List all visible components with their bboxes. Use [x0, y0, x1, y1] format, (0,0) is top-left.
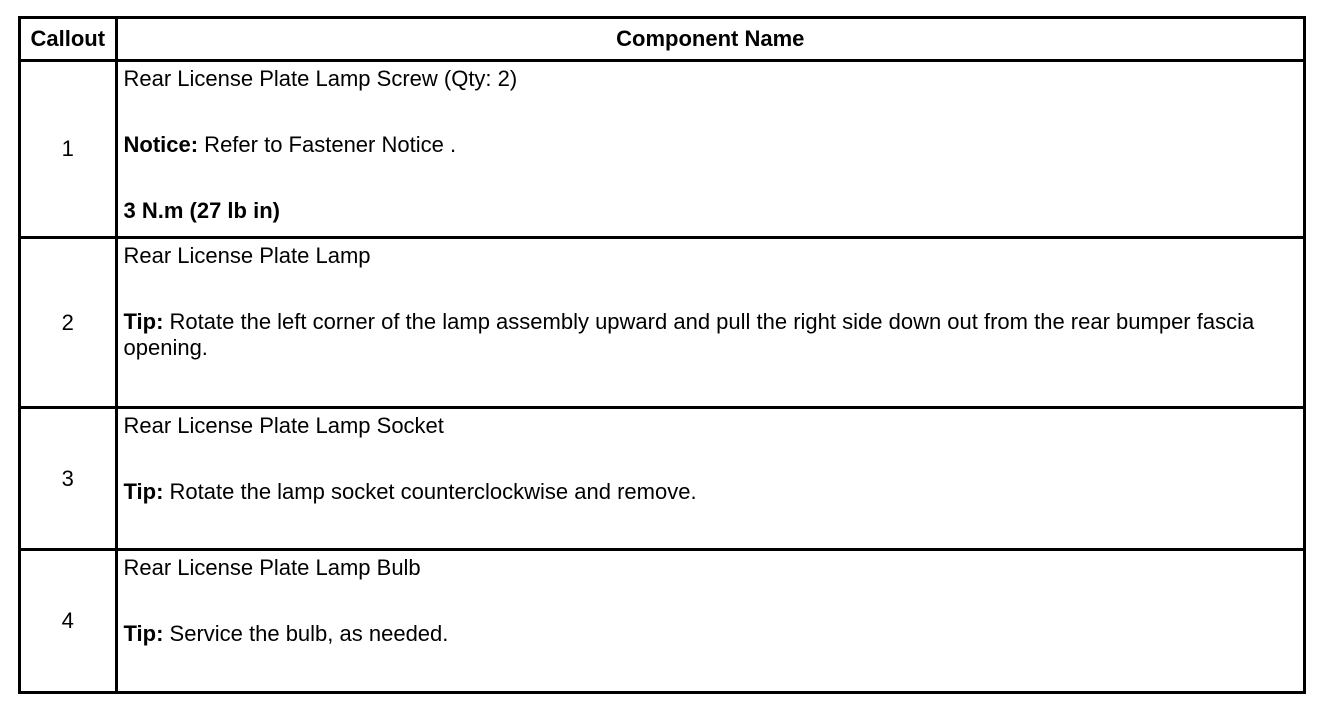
tip-label: Tip: [123, 309, 164, 334]
component-name: Rear License Plate Lamp Socket [123, 413, 444, 438]
tip-label: Tip: [123, 621, 164, 646]
tip-line [124, 309, 1298, 361]
callout-number: 4 [21, 550, 116, 692]
component-cell [116, 61, 1303, 238]
torque-spec: 3 N.m (27 lb in) [123, 198, 280, 223]
header-component-name: Component Name [116, 19, 1303, 61]
component-cell [116, 238, 1303, 408]
tip-line [124, 479, 1298, 505]
callout-number: 2 [21, 238, 116, 408]
component-name: Rear License Plate Lamp [123, 243, 371, 268]
tip-line [124, 621, 1298, 647]
tip-text: Rotate the left corner of the lamp assembly upward and pull the right side down out from the rear bumper fascia opening. [123, 309, 1255, 360]
table-row [21, 238, 1303, 408]
notice-text: Refer to Fastener Notice . [198, 132, 457, 157]
callout-number: 3 [21, 408, 116, 550]
table-row [21, 550, 1303, 692]
component-cell [116, 408, 1303, 550]
callout-number: 1 [21, 61, 116, 238]
component-table [21, 19, 1303, 692]
component-cell [116, 550, 1303, 692]
tip-label: Tip: [123, 479, 164, 504]
component-name: Rear License Plate Lamp Bulb [123, 555, 421, 580]
notice-line [124, 132, 1298, 158]
component-table-container [18, 16, 1306, 694]
table-row [21, 61, 1303, 238]
table-row [21, 408, 1303, 550]
tip-text: Service the bulb, as needed. [163, 621, 449, 646]
notice-label: Notice: [123, 132, 199, 157]
table-header-row [21, 19, 1303, 61]
header-callout: Callout [21, 19, 116, 61]
component-name: Rear License Plate Lamp Screw (Qty: 2) [123, 66, 518, 91]
tip-text: Rotate the lamp socket counterclockwise and remove. [163, 479, 697, 504]
